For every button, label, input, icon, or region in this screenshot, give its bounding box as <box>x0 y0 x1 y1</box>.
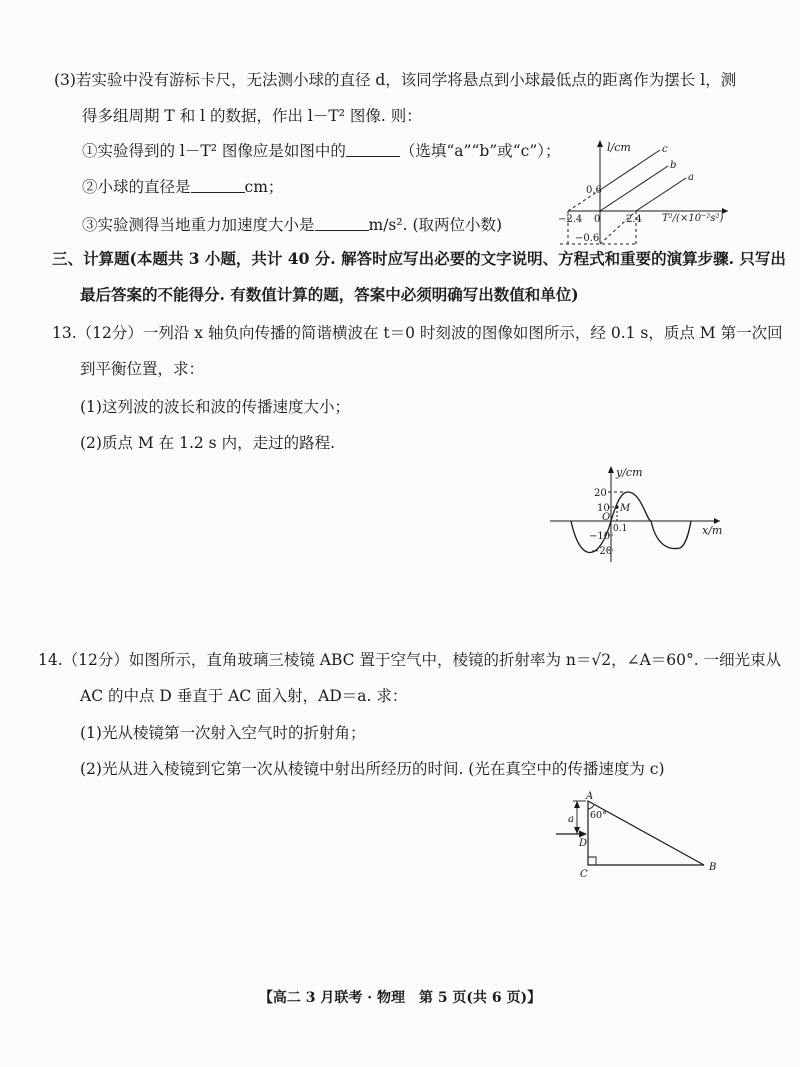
graph2-origin: O <box>602 512 611 523</box>
q12-sub2-pre: ②小球的直径是 <box>82 178 191 196</box>
vertex-label-b: B <box>709 862 717 873</box>
graph2-point-m <box>615 505 618 508</box>
q12-sub2-post: cm； <box>244 178 284 196</box>
graph1-line-b <box>600 166 668 211</box>
graph1-tick-06: 0.6 <box>586 185 602 196</box>
dimension-arrow-top <box>574 801 580 808</box>
q12-sub1-post: （选填“a”“b”或“c”）； <box>399 142 561 160</box>
vertex-label-a: A <box>586 791 594 802</box>
prism-right-angle-mark <box>588 857 596 865</box>
q14-line2: AC 的中点 D 垂直于 AC 面入射，AD＝a. 求： <box>80 687 408 705</box>
q13-part2: (2)质点 M 在 1.2 s 内，走过的路程. <box>80 434 335 452</box>
q12-sub3-pre: ③实验测得当地重力加速度大小是 <box>82 216 315 234</box>
q12-sub1 <box>82 141 561 161</box>
answer-blank-1[interactable] <box>346 142 400 157</box>
graph1-tick-24: 2.4 <box>626 214 642 225</box>
q13-part1: (1)这列波的波长和波的传播速度大小； <box>80 398 350 416</box>
graph1-label-b: b <box>670 160 677 171</box>
answer-blank-2[interactable] <box>191 178 245 193</box>
graph1-label-a: a <box>688 172 694 183</box>
page-footer: 【高二 3 月联考 · 物理 第 5 页(共 6 页)】 <box>258 990 542 1006</box>
graph2-tick-10: 10 <box>597 503 610 514</box>
graph2-y-arrow <box>608 466 614 473</box>
wave-graph <box>548 464 728 564</box>
q12-sub2 <box>82 177 283 197</box>
q12-part3-line2: 得多组周期 T 和 l 的数据，作出 l－T² 图像. 则： <box>82 107 422 125</box>
section3-heading-line1: 三、计算题(本题共 3 小题，共计 40 分. 解答时应写出必要的文字说明、方程式和重要的演算步骤. 只写出 <box>52 249 786 268</box>
graph1-line-c <box>600 150 660 190</box>
graph1-x-label: T²/(×10⁻²s²) <box>662 213 724 224</box>
graph2-tick-01: 0.1 <box>613 524 628 534</box>
graph2-tick-20: 20 <box>594 488 607 499</box>
graph2-x-label: x/m <box>702 524 723 537</box>
graph1-line-a <box>636 178 686 211</box>
vertex-label-d: D <box>579 838 588 849</box>
angle-60-label: 60° <box>590 810 607 821</box>
graph1-tick-n24: −2.4 <box>558 214 583 225</box>
q12-sub3 <box>82 215 502 235</box>
graph2-tick-n20: −20 <box>591 546 613 557</box>
l-t2-graph <box>558 138 733 246</box>
q13-line1: 13.（12分）一列沿 x 轴负向传播的简谐横波在 t＝0 时刻波的图像如图所示，经 0.1 s，质点 M 第一次回 <box>52 324 783 342</box>
q12-sub1-pre: ①实验得到的 l－T² 图像应是如图中的 <box>82 142 346 160</box>
q14-line1: 14.（12分）如图所示，直角玻璃三棱镜 ABC 置于空气中，棱镜的折射率为 n＝√2，∠A＝60°. 一细光束从 <box>38 651 782 669</box>
vertex-label-c: C <box>580 869 588 880</box>
q12-sub3-post: m/s². (取两位小数) <box>368 216 503 234</box>
graph1-y-label: l/cm <box>607 141 631 154</box>
graph2-label-m: M <box>620 503 631 514</box>
graph1-tick-n06: −0.6 <box>575 233 600 244</box>
q13-line2: 到平衡位置，求： <box>80 360 205 378</box>
graph1-y-arrow <box>597 140 603 147</box>
graph1-origin: 0 <box>594 214 601 225</box>
answer-blank-3[interactable] <box>315 216 369 231</box>
q14-part1: (1)光从棱镜第一次射入空气时的折射角； <box>80 724 366 742</box>
graph2-wave-curve <box>571 492 691 553</box>
length-label-a: a <box>568 814 574 825</box>
graph2-y-label: y/cm <box>616 466 643 479</box>
incident-ray-arrow <box>579 831 587 838</box>
prism-diagram <box>548 790 728 880</box>
q14-part2: (2)光从进入棱镜到它第一次从棱镜中射出所经历的时间. (光在真空中的传播速度为 c) <box>80 760 665 778</box>
graph2-tick-n10: −10 <box>589 531 611 542</box>
section3-heading-line2: 最后答案的不能得分. 有数值计算的题，答案中必须明确写出数值和单位) <box>80 285 579 304</box>
prism-angle-arc <box>588 805 594 809</box>
q12-part3-line1: (3)若实验中没有游标卡尺，无法测小球的直径 d，该同学将悬点到小球最低点的距离作为摆长 l，测 <box>54 71 737 89</box>
graph1-label-c: c <box>662 144 668 155</box>
